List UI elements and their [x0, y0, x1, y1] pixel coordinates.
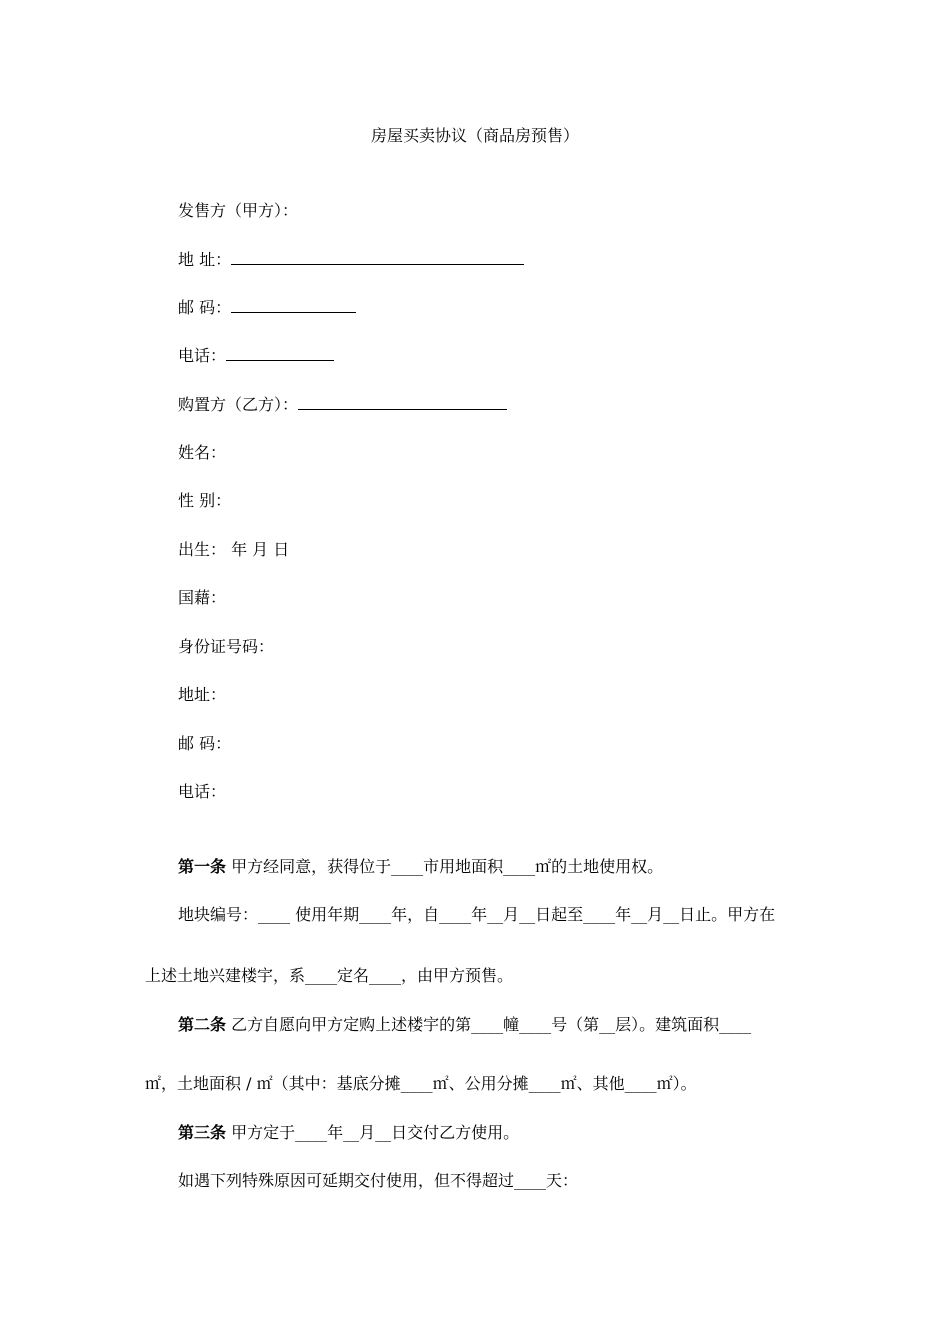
seller-address: 地 址： [178, 250, 524, 270]
article-2: 第二条 乙方自愿向甲方定购上述楼宇的第____幢____号（第__层）。建筑面积____ [178, 1015, 752, 1034]
article-1-line3: 上述土地兴建楼宇，系____定名____，由甲方预售。 [145, 966, 514, 985]
buyer-heading: 购置方（乙方）： [178, 395, 507, 415]
article-1: 第一条 甲方经同意，获得位于____市用地面积____㎡的土地使用权。 [178, 857, 664, 876]
article-3: 第三条 甲方定于____年__月__日交付乙方使用。 [178, 1123, 520, 1142]
buyer-name: 姓名： [178, 443, 227, 462]
article-3-heading: 第三条 [178, 1123, 227, 1142]
seller-heading: 发售方（甲方）： [178, 201, 299, 220]
article-2-heading: 第二条 [178, 1015, 227, 1034]
seller-address-blank [231, 250, 524, 265]
article-1-heading: 第一条 [178, 857, 227, 876]
article-3-line2: 如遇下列特殊原因可延期交付使用，但不得超过____天： [178, 1171, 579, 1190]
seller-phone-blank [226, 346, 334, 361]
buyer-address: 地址： [178, 685, 227, 704]
buyer-gender: 性 别： [178, 491, 232, 510]
buyer-birth: 出生： 年 月 日 [178, 540, 290, 559]
seller-phone: 电话： [178, 346, 334, 366]
seller-postcode-blank [231, 298, 356, 313]
document-title: 房屋买卖协议（商品房预售） [370, 126, 579, 145]
buyer-blank [298, 395, 507, 410]
buyer-nationality: 国藉： [178, 588, 227, 607]
buyer-id: 身份证号码： [178, 637, 275, 656]
article-1-line2: 地块编号：____ 使用年期____年，自____年__月__日起至____年__月__日止。甲方在 [178, 905, 776, 924]
seller-postcode: 邮 码： [178, 298, 356, 318]
buyer-postcode: 邮 码： [178, 734, 232, 753]
buyer-phone: 电话： [178, 782, 227, 801]
article-2-line2: ㎡，土地面积 / ㎡（其中：基底分摊____㎡、公用分摊____㎡、其他____㎡）。 [145, 1074, 697, 1093]
